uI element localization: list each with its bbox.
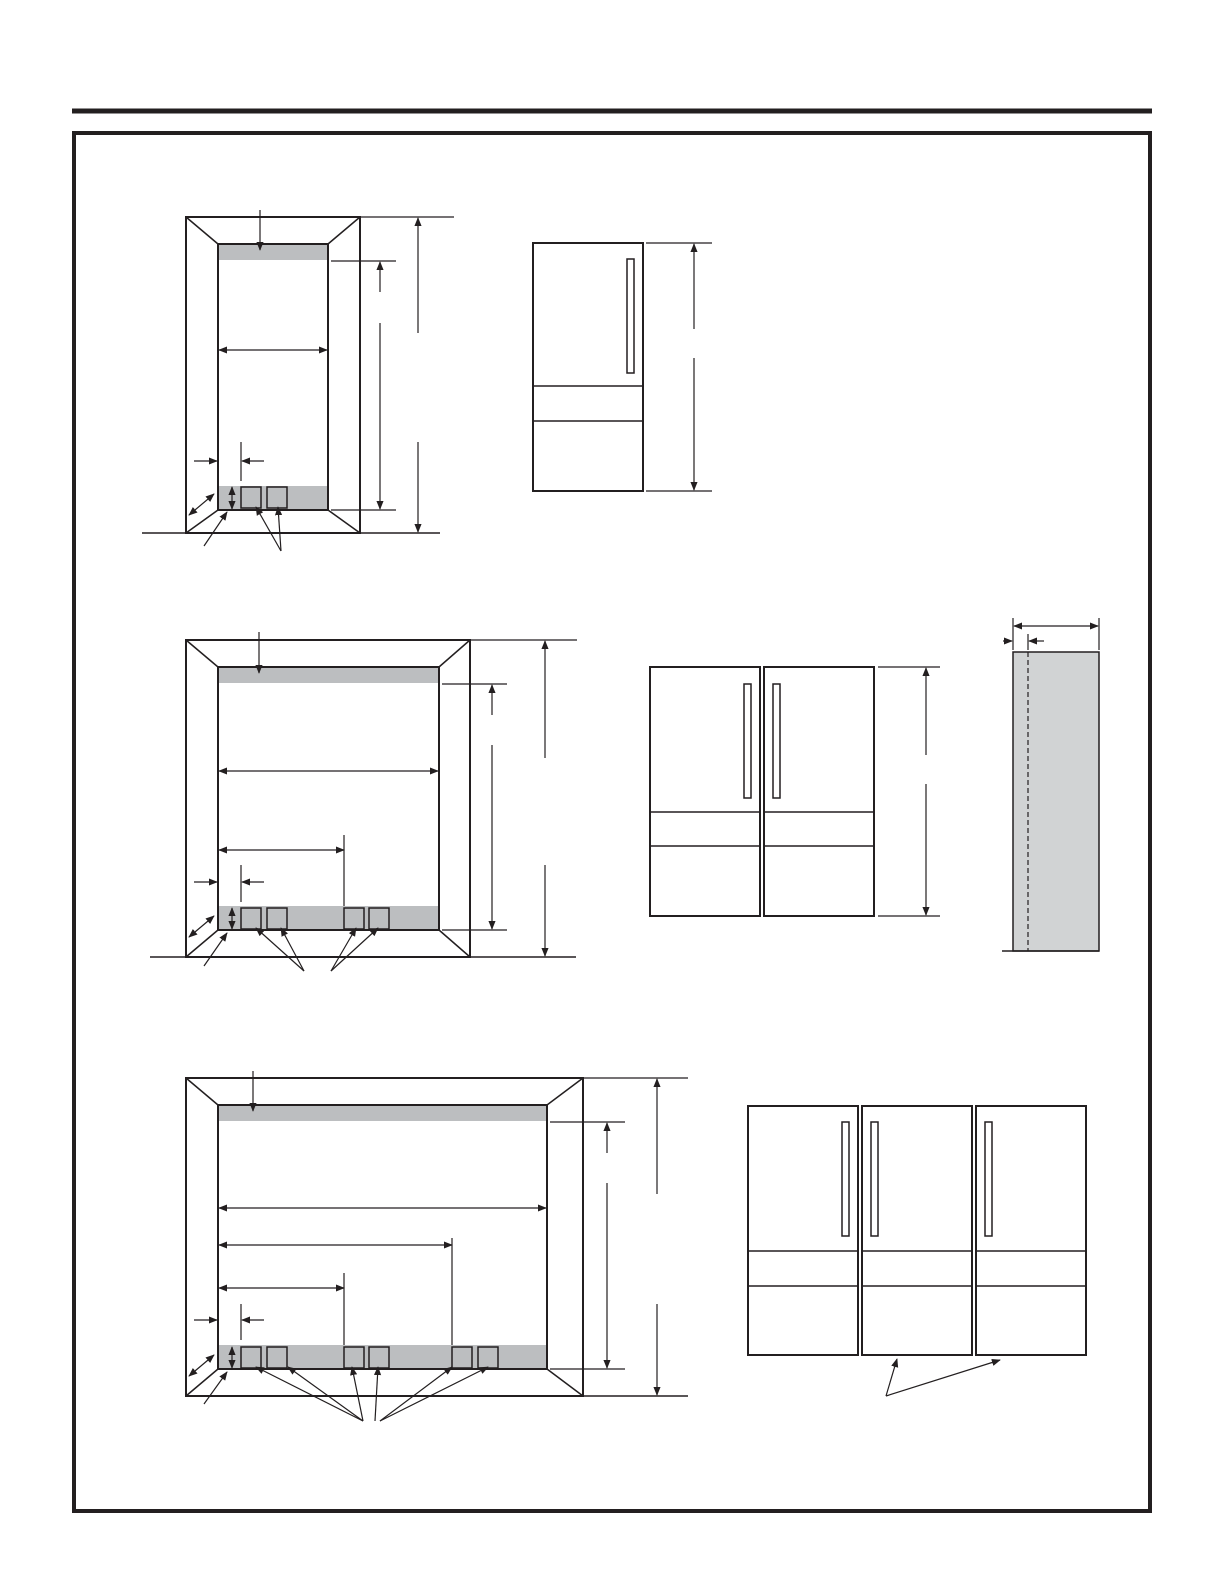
leader-outlet: [352, 1367, 363, 1421]
bevel: [547, 1078, 583, 1105]
bevel: [328, 510, 360, 533]
leader-outlet: [375, 1367, 378, 1421]
page-frame: [74, 133, 1150, 1511]
door-handle: [842, 1122, 849, 1236]
floor-shade: [218, 486, 328, 510]
header-shade: [218, 1105, 547, 1121]
leader-outlet: [281, 928, 304, 971]
bevel: [439, 640, 470, 667]
single-opening-diagram: [142, 210, 454, 551]
bevel: [186, 1078, 218, 1105]
bevel: [547, 1369, 583, 1396]
leader-side-panels: [886, 1360, 1000, 1396]
leader-outlet: [256, 1367, 363, 1421]
leader-outlet: [380, 1367, 452, 1421]
leader-outlet: [331, 928, 356, 971]
door-handle: [871, 1122, 878, 1236]
leader-outlet: [256, 507, 281, 551]
cutout-inner: [218, 667, 439, 930]
leader-floor: [204, 1372, 227, 1404]
triple-unit-front-view: [748, 1106, 1086, 1396]
leader-outlet: [278, 507, 281, 551]
triple-opening-diagram: [186, 1071, 688, 1421]
cutout-inner: [218, 1105, 547, 1369]
diagonal-depth-arrow: [189, 494, 214, 515]
leader-side-panels: [886, 1359, 897, 1396]
bevel: [328, 217, 360, 244]
bevel: [439, 930, 470, 957]
double-unit-front-view: [650, 667, 940, 916]
double-opening-diagram: [150, 632, 577, 971]
header-shade: [218, 667, 439, 683]
cutout-inner: [218, 244, 328, 510]
door-handle: [773, 684, 780, 798]
bevel: [186, 640, 218, 667]
header-shade: [218, 244, 328, 260]
leader-outlet: [288, 1367, 363, 1421]
leader-outlet: [331, 928, 378, 971]
side-panel: [1013, 652, 1099, 951]
single-unit-front-view: [533, 243, 712, 491]
cutout-outer: [186, 217, 360, 533]
leader-outlet: [256, 928, 304, 971]
side-view: [1002, 618, 1099, 951]
diagonal-depth-arrow: [189, 916, 214, 937]
floor-shade: [218, 906, 439, 930]
leader-outlet: [380, 1367, 488, 1421]
door-handle: [744, 684, 751, 798]
diagonal-depth-arrow: [189, 1355, 214, 1376]
bevel: [186, 217, 218, 244]
door-handle: [985, 1122, 992, 1236]
door-handle: [627, 259, 634, 373]
